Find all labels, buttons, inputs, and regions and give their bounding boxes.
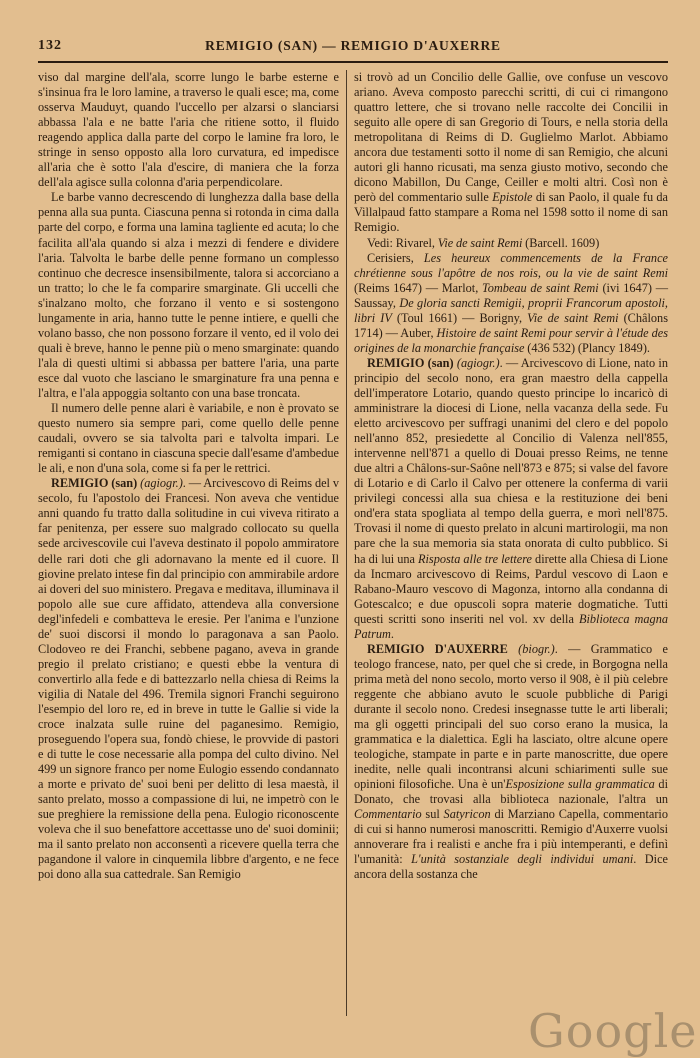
paragraph	[38, 70, 339, 190]
text-segment: Cerisiers,	[367, 250, 424, 265]
text-segment: (ivi 1647) — Saussay,	[354, 280, 668, 310]
text-segment-b: REMIGIO (san)	[367, 355, 457, 370]
text-segment: di Marziano Capella, commentario di cui si hanno numerosi manoscritti. Remigio d'Auxerre vuolsi annoverare fra i realisti e anche fra i più intemperanti, e definì l'umanità:	[354, 807, 668, 867]
paragraph	[354, 236, 668, 251]
text-segment: (Toul 1661) — Borigny,	[391, 310, 528, 325]
text-segment: dirette alla Chiesa di Lione da Incmaro arcivescovo di Reims, Pardul vescovo di Laon e Rabano-Mauro vescovo di Magonza, intorno alla condanna di Gotescalco; e due opuscoli sopra materie dogmatiche. Tutti questi scritti sono inseriti nel vol. xv della	[354, 551, 669, 626]
text-segment-i: Epistole	[492, 190, 533, 205]
text-segment-b: REMIGIO D'AUXERRE	[367, 641, 519, 656]
text-segment: . — Grammatico e teologo francese, nato, per quel che si crede, in Borgogna nella prima metà del nono secolo, morto verso il 908, è il più celebre reggente che abbiano avuto le scuole pubbliche di Parigi durante il secolo nono. Credesi insegnasse tutte le arti liberali; ma gli oggetti principali del suo corso erano la musica, la grammatica e la dialettica. Egli ha lasciato, oltre alcune opere teologiche, stampate in parte e in parte manoscritte, due opere inedite, nelle quali incontransi alcuni schiarimenti sulle sue opinioni filosofiche. Una è un'	[354, 641, 668, 792]
paragraph	[354, 70, 668, 236]
text-segment: Vedi: Rivarel,	[367, 235, 438, 250]
text-segment-i: L'unità sostanziale degli individui umani	[411, 852, 634, 867]
text-segment-i: (agiogr.)	[140, 476, 183, 491]
column-divider-rule	[346, 70, 347, 1016]
text-segment-i: Tombeau de saint Remi	[482, 280, 599, 295]
text-segment-i: Satyricon	[443, 807, 491, 822]
text-segment: Il numero delle penne alari è variabile, e non è provato se questo numero sia sempre pari, come quello delle penne caudali, ovvero se sia talvolta pari e talvolta impari. Le remiganti si contano in ciascuna specie dall'esame d'ambedue le ali, e non d'una sola, come si fa per le rettrici.	[38, 401, 339, 476]
text-segment: . — Arcivescovo di Reims del v secolo, fu l'apostolo dei Francesi. Non aveva che ventidue anni quando fu tratto dalla solitudine in cui viveva ritirato a far penitenza, per essere suo malgrado collocato su quella sede arcivescovile cui l'aveva destinato il popolo ammiratore delle rari doti che gli adornavano la mente ed il cuore. Il giovine prelato intese fin dal principio con ammirabile ardore ai doveri del suo ministero. Pregava e meditava, illuminava il popolo alle sue cure affidato, attendeva alla conversione degl'infedeli e combatteva le eresie. Per l'anima e l'unzione de' suoi discorsi il mondo lo paragonava a san Paolo. Clodoveo re dei Franchi, sebbene pagano, aveva in grande pregio il prelato cristiano; e questi ebbe la ventura di convertirlo alla fede e di battezzarlo nella chiesa di Reims la vigilia di Natale del 496. Tremila signori Franchi seguirono l'esempio del loro re, ed in breve in tutte le Gallie si vide la croce inalzata sulle ruine del paganesimo. Remigio, proseguendo l'opera sua, fondò chiese, le provvide di pastori e di tutte le cose necessarie alla pompa del culto divino. Nel 499 un signore franco per nome Eulogio essendo condannato a morte e privato de' suoi beni per delitto di lesa maestà, il santo prelato, mosso a compassione di lui, ne impetrò con le sue preghiere la remissione della pena. Eulogio riconoscente voleva che il suo benefattore accettasse uno de' suoi dominii; ma il santo prelato non acconsentì a ricevere quella terra che pagandone il valore in cinquemila libbre d'argento, e ne fece poi dono alla sua cattedrale. San Remigio	[38, 476, 339, 882]
paragraph	[354, 642, 668, 883]
text-segment: (Barcell. 1609)	[522, 235, 600, 250]
text-segment-i: Vie de saint Remi	[437, 235, 523, 250]
page-number: 132	[38, 38, 62, 53]
paragraph	[38, 476, 339, 882]
text-segment-i: (biogr.)	[518, 641, 555, 656]
header-rule	[38, 61, 668, 63]
text-segment-i: (agiogr.)	[456, 355, 500, 370]
page-title: REMIGIO (SAN) — REMIGIO D'AUXERRE	[205, 38, 501, 53]
text-segment: di san Paolo, il quale fu da Villalpaud fatto stampare a Roma nel 1598 sotto il nome di san Remigio.	[354, 190, 668, 235]
paragraph	[354, 356, 668, 642]
right-column	[354, 70, 668, 1022]
text-segment: di Donato, che trovasi alla biblioteca nazionale, l'altra un	[354, 777, 668, 807]
text-segment: (436 532) (Plancy 1849).	[524, 340, 650, 355]
text-segment-i: Commentario	[354, 807, 422, 822]
text-segment-i: Biblioteca magna Patrum	[354, 611, 668, 641]
text-segment: . Dice ancora della sostanza che	[354, 852, 668, 882]
text-segment: . — Arcivescovo di Lione, nato in principio del secolo nono, era gran maestro della cappella dell'imperatore Lotario, quando questo principe lo incaricò di amministrare la diocesi di Lione, nella vacanza della sede. Fu eletto arcivescovo per suffragi unanimi del clero e del popolo nell'anno 852, presiedette al Concilio di Valenza nell'855, intervenne nell'871 a quello di Douai presso Reims, ne tenne due altri a Châlons-sur-Saône nell'873 e 875; si valse del favore di Lotario e di Carlo il Calvo per ottenere la conferma di varii privilegi concessi alla sua chiesa e la restituzione dei beni ond'era stata spogliata al tempo della guerra, e morì nell'875. Trovasi il nome di questo prelato in alcuni martirologii, ma non pare che la sua memoria sia stata onorata di culto pubblico. Si ha di lui una	[354, 355, 669, 566]
paragraph	[38, 401, 339, 476]
text-segment-i: De gloria sancti Remigii, proprii Francorum apostoli, libri IV	[354, 295, 668, 325]
text-segment-i: Vie de saint Remi	[527, 310, 619, 325]
text-segment: Le barbe vanno decrescendo di lunghezza dalla base della penna alla sua punta. Ciascuna penna si rotonda in cima dalla parte del corpo, e forma una lamina tagliente ed acuta; lo che facilita all'ala quando si alza i mezzi di fendere e dividere l'aria. Talvolta le barbe delle penne formano un complesso continuo che decresce insensibilmente, talora si accorciano a un tratto; lo che le fa comparire smarginate. Gli uccelli che s'inalzano molto, che forzano il vento e si sostengono lungamente in aria, hanno tutte le penne intiere, e quelli che volano basso, che non possono forzare il vento, ed il volo dei quali è breve, hanno le penne più o meno smarginate: quando l'ala di questi ultimi si abbassa per battere l'aria, una parte esce dal vuoto che lasciano le smarginature fra una penna e l'altra, e l'ala appoggia soltanto con una base troncata.	[38, 190, 339, 400]
google-watermark: Google	[528, 1004, 698, 1058]
text-segment: viso dal margine dell'ala, scorre lungo le barbe esterne e s'insinua fra le loro lamine, a traverso le quali esce; ma, come osserva Mauduyt, quando l'uccello per alzarsi o slanciarsi abbassa l'ala e ne batte l'aria che ritiene sotto, il fluido reagendo applica dalla parte del corpo le lamine fra loro, le stringe in senso opposto alla loro curvatura, ed impedisce all'aria che è sotto l'ala d'escire, di maniera che la forza dell'ala agisce sulla colonna d'aria perpendicolare.	[38, 70, 339, 190]
text-segment: sul	[421, 807, 444, 822]
text-segment: (Reims 1647) — Marlot,	[354, 280, 483, 295]
text-segment: (Châlons 1714) — Auber,	[354, 310, 668, 340]
paragraph	[354, 251, 668, 356]
left-column	[38, 70, 339, 1022]
page-header	[38, 36, 668, 58]
text-segment: si trovò ad un Concilio delle Gallie, ove confuse un vescovo ariano. Aveva composto parecchi scritti, di cui ci rimangono quattro lettere, che si trovano nelle raccolte dei Concilii in seguito alle opere di san Gregorio di Tours, e nella storia della metropolitana di Reims di D. Guglielmo Marlot. Abbiamo ancora due testamenti sotto il nome di san Remigio, che alcuni autori gli hanno ricusati, ma senza giusto motivo, secondo che dicono Mabillon, Du Cange, Ceiller e molti altri. Così non è però del commentario sulle	[354, 70, 668, 205]
paragraph	[38, 190, 339, 401]
text-segment-i: Risposta alle tre lettere	[418, 551, 533, 566]
text-columns	[38, 70, 668, 1022]
text-segment-i: Les heureux commencements de la France chrétienne sous l'apôtre de nos rois, ou la vie de saint Remi	[354, 250, 668, 280]
text-segment: .	[390, 626, 394, 641]
text-segment-i: Esposizione sulla grammatica	[505, 777, 655, 792]
text-segment-b: REMIGIO (san)	[51, 476, 141, 491]
text-segment-i: Histoire de saint Remi pour servir à l'étude des origines de la monarchie française	[354, 325, 668, 355]
